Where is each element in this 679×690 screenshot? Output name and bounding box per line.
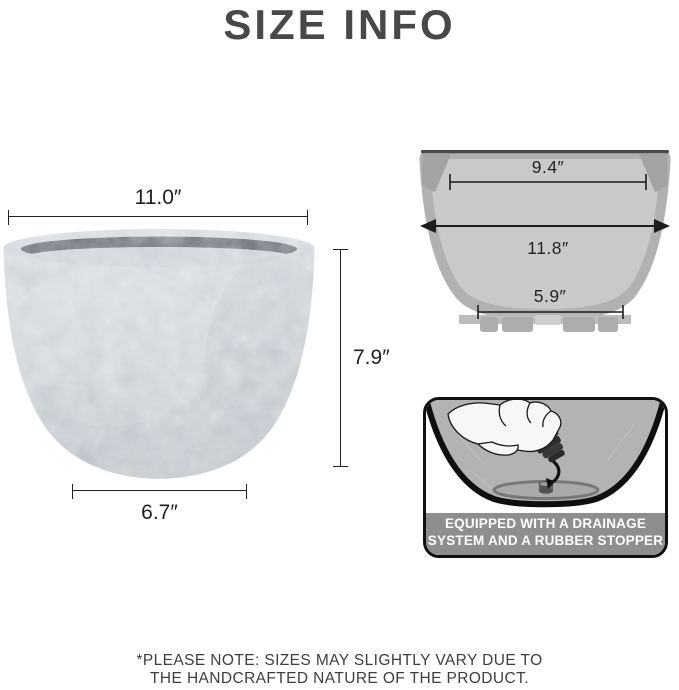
height-line	[340, 250, 341, 466]
foot	[598, 317, 618, 332]
footnote-line1: *PLEASE NOTE: SIZES MAY SLIGHTLY VARY DUE TO	[136, 652, 543, 669]
dimension-tick	[307, 210, 308, 225]
dimension-height	[333, 249, 390, 467]
height-label: 7.9″	[353, 346, 390, 369]
planter-front-photo	[0, 226, 318, 484]
foot	[502, 317, 533, 332]
drainage-banner	[426, 513, 665, 555]
drainage-recess	[535, 315, 561, 325]
bottom-width-line	[72, 490, 247, 491]
footnote	[0, 652, 679, 687]
cross-section-top-edge	[421, 150, 669, 153]
dimension-tick	[246, 484, 247, 499]
dimension-bottom-width	[72, 483, 247, 525]
drainage-callout-box	[423, 397, 668, 558]
dimension-tick	[72, 484, 73, 499]
top-width-label: 11.0″	[134, 186, 182, 209]
top-width-line	[8, 216, 308, 217]
drainage-banner-line2: SYSTEM AND A RUBBER STOPPER	[427, 532, 664, 548]
base-width-label: 5.9″	[533, 286, 567, 306]
bottom-width-label: 6.7″	[141, 501, 178, 524]
footnote-line2: THE HANDCRAFTED NATURE OF THE PRODUCT.	[150, 669, 529, 687]
drainage-banner-line1: EQUIPPED WITH A DRAINAGE	[444, 516, 647, 531]
planter-shading	[0, 226, 318, 484]
page-title: SIZE INFO	[223, 1, 456, 48]
dimension-top-width	[8, 186, 308, 217]
foot	[563, 317, 595, 332]
cross-section-diagram	[415, 146, 675, 338]
dimension-tick	[333, 466, 348, 467]
drainage-illustration	[426, 400, 665, 517]
opening-width-label: 9.4″	[531, 157, 565, 177]
max-width-label: 11.8″	[527, 238, 569, 258]
foot	[480, 317, 498, 332]
dimension-tick	[8, 210, 9, 225]
